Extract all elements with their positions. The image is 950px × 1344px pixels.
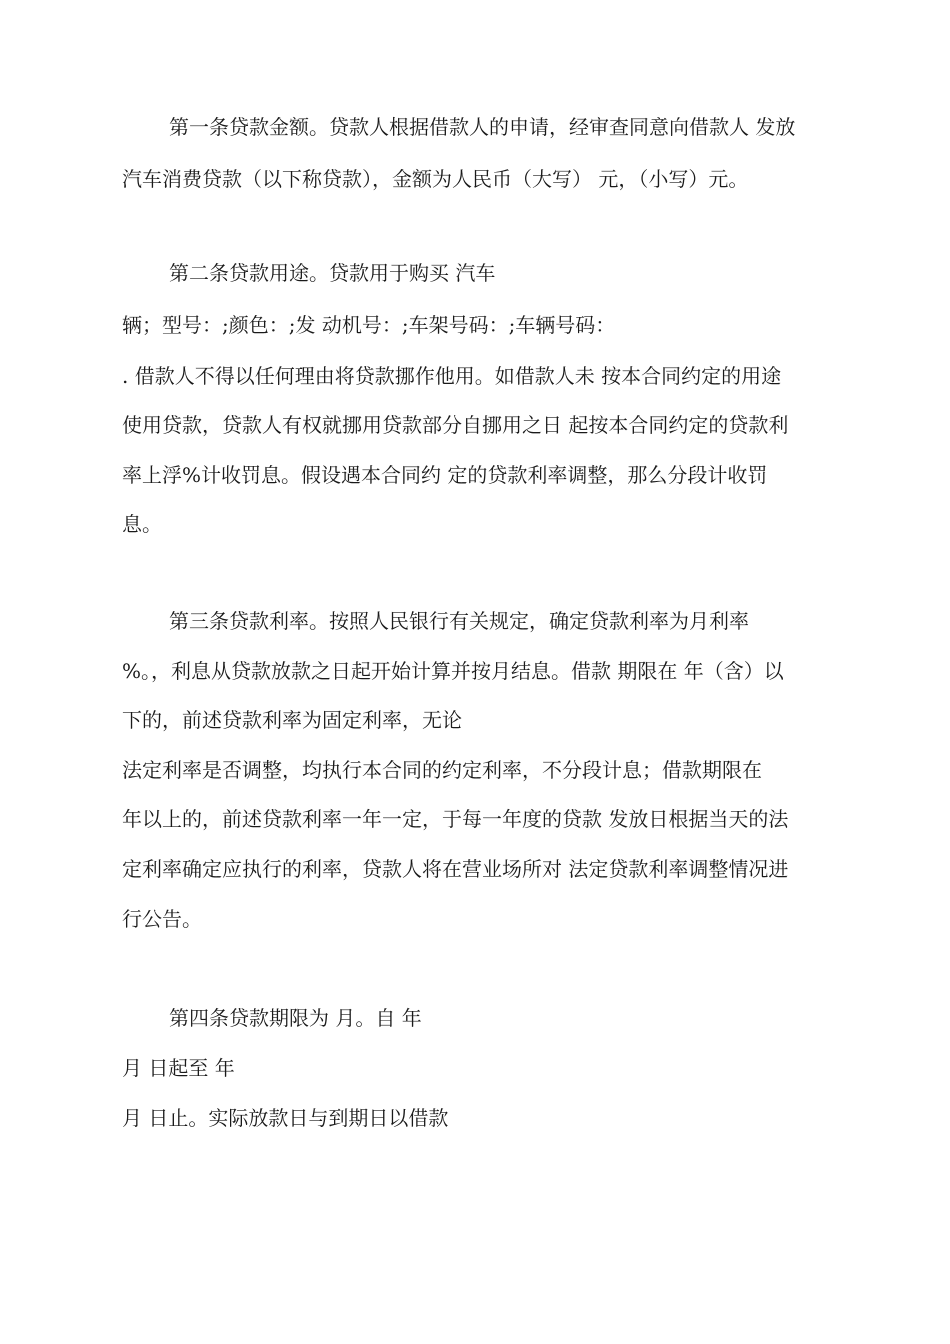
article-4-line-3: 月 日止。实际放款日与到期日以借款 <box>122 1106 449 1130</box>
article-2-line-5: 率上浮%计收罚息。假设遇本合同约 定的贷款利率调整，那么分段计收罚 <box>122 463 768 487</box>
article-2-line-3: . 借款人不得以任何理由将贷款挪作他用。如借款人未 按本合同约定的用途 <box>122 364 782 388</box>
article-3-line-2: %。，利息从贷款放款之日起开始计算并按月结息。借款 期限在 年（含）以 <box>122 659 784 683</box>
article-3-line-3: 下的，前述贷款利率为固定利率，无论 <box>122 708 462 732</box>
article-2-line-2: 辆；型号：;颜色：;发 动机号：;车架号码：;车辆号码： <box>122 313 616 337</box>
article-2-line-1: 第二条贷款用途。贷款用于购买 汽车 <box>169 261 496 285</box>
article-2-line-4: 使用贷款，贷款人有权就挪用贷款部分自挪用之日 起按本合同约定的贷款利 <box>122 413 789 437</box>
article-3-line-1: 第三条贷款利率。按照人民银行有关规定，确定贷款利率为月利率 <box>169 609 749 633</box>
article-3-line-4: 法定利率是否调整，均执行本合同的约定利率，不分段计息；借款期限在 <box>122 758 762 782</box>
article-3-line-6: 定利率确定应执行的利率，贷款人将在营业场所对 法定贷款利率调整情况进 <box>122 857 789 881</box>
article-2-line-6: 息。 <box>122 512 162 536</box>
article-1-line-1: 第一条贷款金额。贷款人根据借款人的申请，经审查同意向借款人 发放 <box>169 115 796 139</box>
article-3-line-5: 年以上的，前述贷款利率一年一定，于每一年度的贷款 发放日根据当天的法 <box>122 807 789 831</box>
article-3-line-7: 行公告。 <box>122 907 202 931</box>
article-4-line-2: 月 日起至 年 <box>122 1056 235 1080</box>
article-1-line-2: 汽车消费贷款（以下称贷款），金额为人民币（大写） 元，（小写）元。 <box>122 167 749 191</box>
article-4-line-1: 第四条贷款期限为 月。自 年 <box>169 1006 422 1030</box>
